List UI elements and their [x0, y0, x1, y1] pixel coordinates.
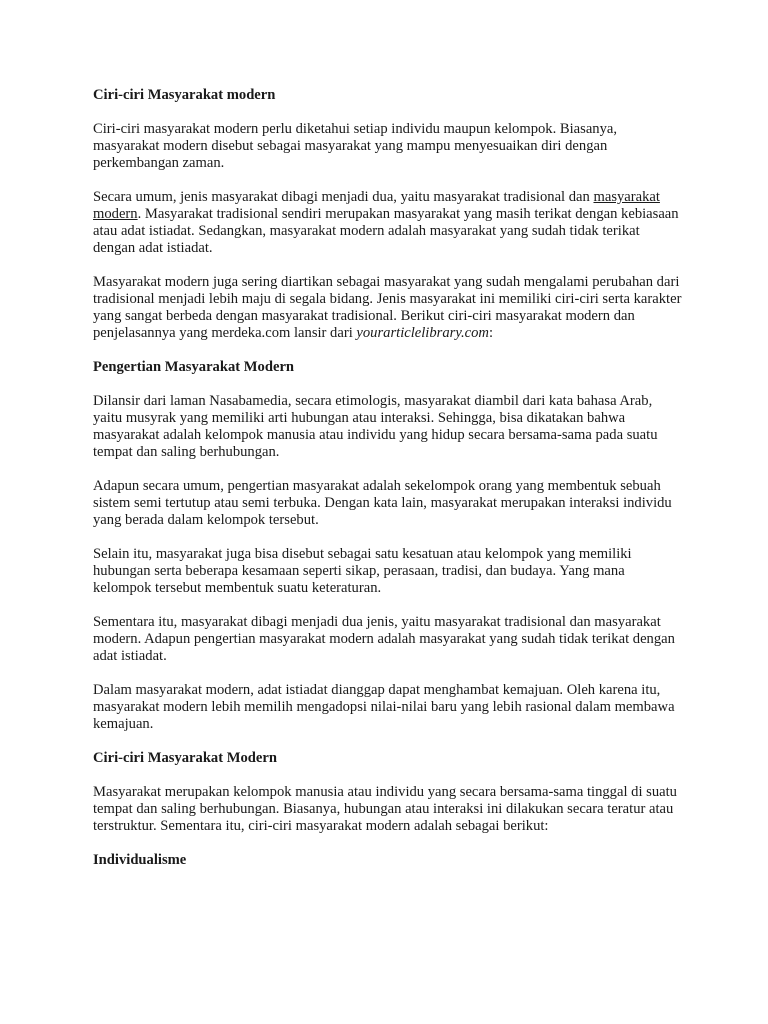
heading-ciri-ciri-masyarakat-modern: Ciri-ciri Masyarakat modern: [93, 87, 276, 103]
paragraph-text: :: [488, 325, 494, 341]
paragraph-text: Secara umum, jenis masyarakat dibagi menjadi dua, yaitu masyarakat tradisional dan: [93, 189, 594, 205]
document-body: [93, 87, 683, 886]
paragraph-pengertian-masyarakat: Adapun secara umum, pengertian masyarakat adalah sekelompok orang yang membentuk sebuah sistem semi tertutup atau semi terbuka. Dengan kata lain, masyarakat merupakan interaksi individu yang berada dalam kelompok tersebut.: [93, 478, 672, 528]
paragraph-pengertian-umum: [93, 274, 683, 342]
heading-ciri-ciri-masyarakat-modern-2: Ciri-ciri Masyarakat Modern: [93, 750, 277, 766]
heading-pengertian-masyarakat-modern: Pengertian Masyarakat Modern: [93, 359, 295, 375]
paragraph-jenis-masyarakat: [93, 189, 683, 257]
paragraph-text: . Masyarakat tradisional sendiri merupakan masyarakat yang masih terikat dengan kebiasaan atau adat istiadat. Sedangkan, masyarakat modern adalah masyarakat yang sudah tidak terikat dengan adat istiadat.: [93, 206, 679, 256]
paragraph-etimologi: Dilansir dari laman Nasabamedia, secara etimologis, masyarakat diambil dari kata bahasa Arab, yaitu musyrak yang memiliki arti hubungan atau interaksi. Sehingga, bisa dikatakan bahwa masyarakat adalah kelompok manusia atau individu yang hidup secara bersama-sama pada suatu tempat dan saling berhubungan.: [93, 393, 658, 460]
paragraph-adat-istiadat: Dalam masyarakat modern, adat istiadat dianggap dapat menghambat kemajuan. Oleh karena itu, masyarakat modern lebih memilih mengadopsi nilai-nilai baru yang lebih rasional dalam membawa kemajuan.: [93, 682, 675, 732]
paragraph-kesatuan: Selain itu, masyarakat juga bisa disebut sebagai satu kesatuan atau kelompok yang memiliki hubungan serta beberapa kesamaan seperti sikap, perasaan, tradisi, dan budaya. Yang mana kelompok tersebut membentuk suatu keteraturan.: [93, 546, 632, 596]
paragraph-dua-jenis: Sementara itu, masyarakat dibagi menjadi dua jenis, yaitu masyarakat tradisional dan masyarakat modern. Adapun pengertian masyarakat modern adalah masyarakat yang sudah tidak terikat dengan adat istiadat.: [93, 614, 675, 664]
link-masyarakat-modern[interactable]: masyarakat modern: [93, 189, 660, 222]
paragraph-text: Masyarakat modern juga sering diartikan sebagai masyarakat yang sudah mengalami perubahan dari tradisional menjadi lebih maju di segala bidang. Jenis masyarakat ini memiliki ciri-ciri serta karakter yang sangat berbeda dengan masyarakat tradisional. Berikut ciri-ciri masyarakat modern dan penjelasannya yang merdeka.com lansir dari: [93, 274, 682, 341]
paragraph-intro: Ciri-ciri masyarakat modern perlu diketahui setiap individu maupun kelompok. Biasanya, masyarakat modern disebut sebagai masyarakat yang mampu menyesuaikan diri dengan perkembangan zaman.: [93, 121, 618, 171]
paragraph-ciri-ciri-intro: Masyarakat merupakan kelompok manusia atau individu yang secara bersama-sama tinggal di suatu tempat dan saling berhubungan. Biasanya, hubungan atau interaksi ini dilakukan secara teratur atau terstruktur. Sementara itu, ciri-ciri masyarakat modern adalah sebagai berikut:: [93, 784, 677, 834]
heading-individualisme: Individualisme: [93, 852, 187, 868]
source-reference: yourarticlelibrary.com: [356, 325, 489, 341]
